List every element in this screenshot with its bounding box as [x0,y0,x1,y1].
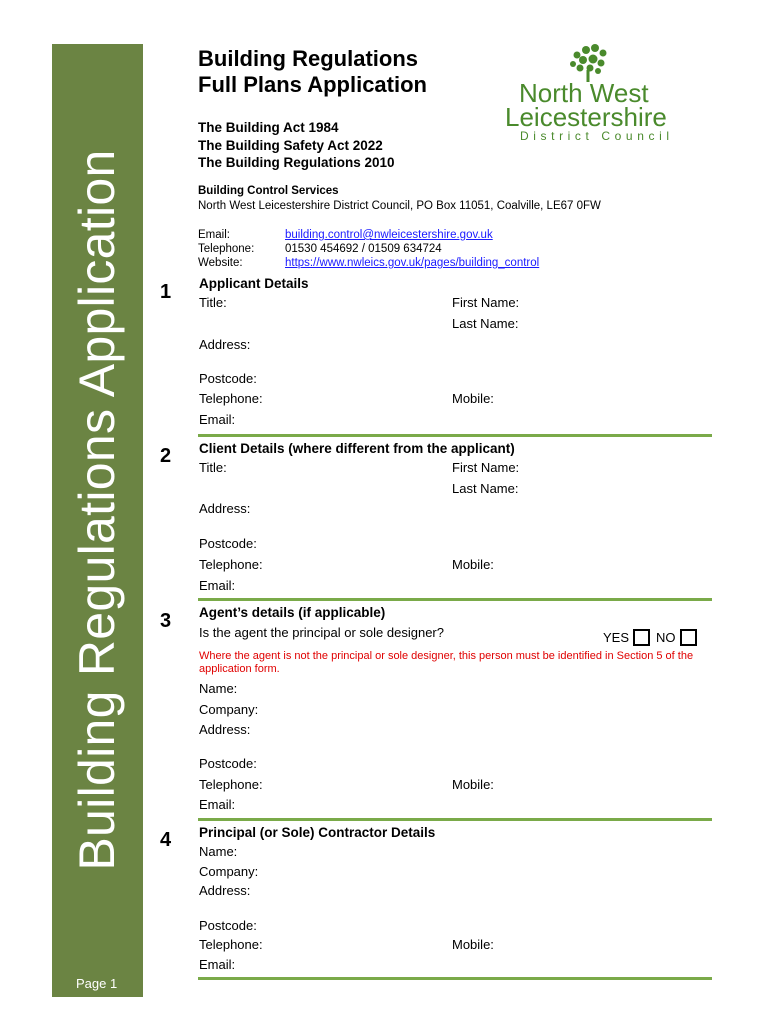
contractor-company-field[interactable]: Company: [199,864,259,879]
section-2-number: 2 [160,445,172,467]
service-address: North West Leicestershire District Council, PO Box 11051, Coalville, LE67 0FW [198,200,601,212]
telephone-label: Telephone: [198,243,255,255]
applicant-last-name-field[interactable]: Last Name: [452,316,519,331]
act-2: The Building Safety Act 2022 [198,137,383,153]
agent-name-field[interactable]: Name: [199,681,238,696]
page-number: Page 1 [76,976,118,991]
email-label: Email: [198,229,230,241]
agent-designer-question: Is the agent the principal or sole designer? [199,625,444,640]
section-3-title: Agent’s details (if applicable) [199,605,386,620]
sidebar-title: Building Regulations Application [69,149,125,871]
section-divider [198,977,712,980]
contractor-address-field[interactable]: Address: [199,883,251,898]
agent-company-field[interactable]: Company: [199,702,259,717]
agent-designer-choice [603,629,703,646]
act-1: The Building Act 1984 [198,120,339,135]
client-address-field[interactable]: Address: [199,501,251,516]
applicant-first-name-field[interactable]: First Name: [452,295,520,310]
service-block [198,184,601,214]
yes-label: YES [603,630,630,645]
client-first-name-field[interactable]: First Name: [452,460,520,475]
contractor-email-field[interactable]: Email: [199,957,236,972]
agent-postcode-field[interactable]: Postcode: [199,756,257,771]
contractor-postcode-field[interactable]: Postcode: [199,918,257,933]
contact-block [198,228,539,270]
section-divider [198,818,712,821]
title-line-2: Full Plans Application [198,72,427,97]
client-title-field[interactable]: Title: [199,460,227,475]
client-postcode-field[interactable]: Postcode: [199,536,257,551]
applicant-address-field[interactable]: Address: [199,337,251,352]
section-1-title: Applicant Details [199,276,309,291]
applicant-email-field[interactable]: Email: [199,412,236,427]
yes-checkbox[interactable] [633,629,650,646]
contractor-telephone-field[interactable]: Telephone: [199,937,263,952]
contractor-name-field[interactable]: Name: [199,844,238,859]
applicant-postcode-field[interactable]: Postcode: [199,371,257,386]
legislation-list [198,119,395,172]
agent-address-field[interactable]: Address: [199,722,251,737]
applicant-title-field[interactable]: Title: [199,295,227,310]
email-link[interactable]: building.control@nwleicestershire.gov.uk [285,229,493,241]
agent-warning-text: Where the agent is not the principal or sole designer, this person must be identified in Section 5 of the application form. [199,650,694,675]
logo-text-north-west: North West [519,78,649,108]
page-title [198,46,427,98]
logo-text-leicestershire: Leicestershire [505,102,667,132]
section-3-number: 3 [160,610,172,632]
client-telephone-field[interactable]: Telephone: [199,557,263,572]
agent-email-field[interactable]: Email: [199,797,236,812]
agent-mobile-field[interactable]: Mobile: [452,777,494,792]
section-4-title: Principal (or Sole) Contractor Details [199,825,436,840]
no-label: NO [656,630,676,645]
client-mobile-field[interactable]: Mobile: [452,557,494,572]
service-name: Building Control Services [198,185,339,197]
section-2-title: Client Details (where different from the applicant) [199,441,515,456]
no-checkbox[interactable] [680,629,697,646]
website-link[interactable]: https://www.nwleics.gov.uk/pages/building_control [285,257,540,269]
contractor-mobile-field[interactable]: Mobile: [452,937,494,952]
client-last-name-field[interactable]: Last Name: [452,481,519,496]
act-3: The Building Regulations 2010 [198,155,395,170]
title-line-1: Building Regulations [198,46,418,71]
section-divider [198,434,712,437]
client-email-field[interactable]: Email: [199,578,236,593]
website-label: Website: [198,257,243,269]
agent-telephone-field[interactable]: Telephone: [199,777,263,792]
applicant-telephone-field[interactable]: Telephone: [199,391,263,406]
section-1-number: 1 [160,281,172,303]
logo-text-district-council: District Council [520,129,674,143]
section-4-number: 4 [160,829,172,851]
applicant-mobile-field[interactable]: Mobile: [452,391,494,406]
section-divider [198,598,712,601]
telephone-value: 01530 454692 / 01509 634724 [285,243,442,255]
